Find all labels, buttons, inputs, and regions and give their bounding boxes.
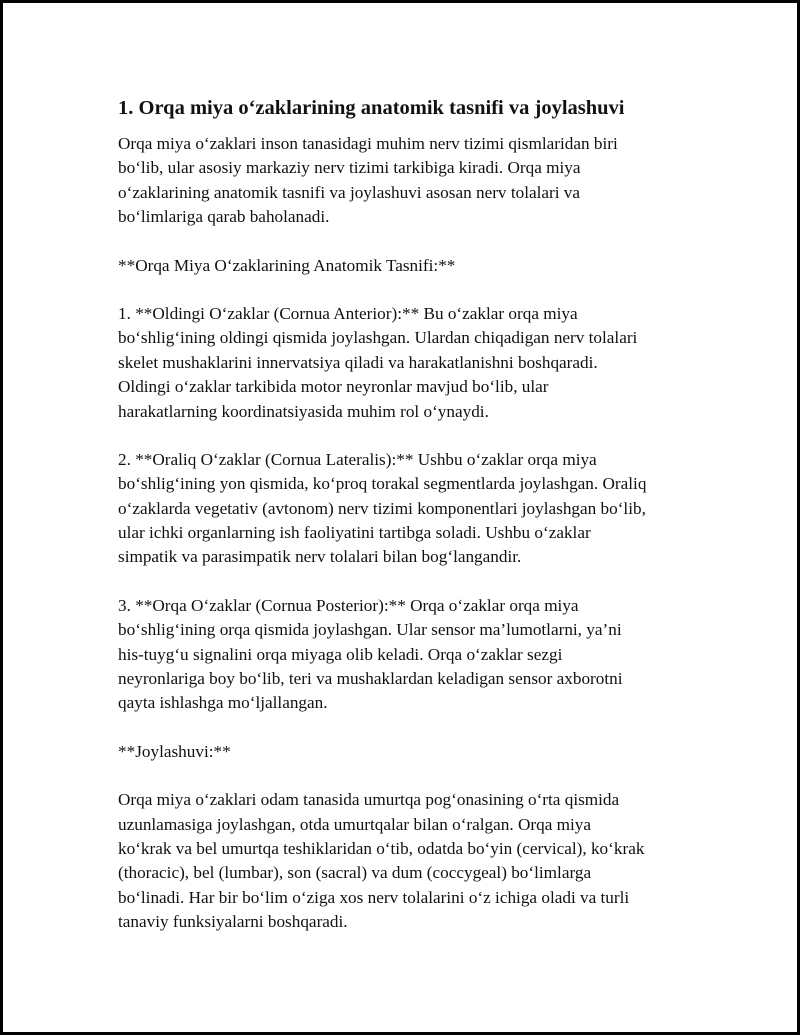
text-line: simpatik va parasimpatik nerv tolalari bilan bog‘langandir.: [118, 547, 522, 567]
text-line: 2. **Oraliq O‘zaklar (Cornua Lateralis):** Ushbu o‘zaklar orqa miya: [118, 449, 597, 469]
text-line: Orqa miya o‘zaklari odam tanasida umurtqa pog‘onasining o‘rta qismida: [118, 790, 620, 810]
text-line: skelet mushaklarini innervatsiya qiladi va harakatlanishni boshqaradi.: [118, 352, 598, 372]
document-title: 1. Orqa miya o‘zaklarining anatomik tasnifi va joylashuvi: [118, 97, 625, 119]
text-line: his-tuyg‘u signalini orqa miyaga olib keladi. Orqa o‘zaklar sezgi: [118, 644, 563, 664]
text-line: Oldingi o‘zaklar tarkibida motor neyronlar mavjud bo‘lib, ular: [118, 377, 549, 397]
text-line: bo‘shlig‘ining oldingi qismida joylashgan. Ulardan chiqadigan nerv tolalari: [118, 328, 638, 348]
text-line: **Orqa Miya O‘zaklarining Anatomik Tasnifi:**: [118, 255, 456, 275]
text-line: bo‘limlariga qarab baholanadi.: [118, 207, 330, 227]
paragraph: [118, 254, 697, 278]
text-line: uzunlamasiga joylashgan, otda umurtqalar bilan o‘ralgan. Orqa miya: [118, 814, 591, 834]
text-line: **Joylashuvi:**: [118, 741, 231, 761]
paragraph: [118, 594, 697, 716]
text-line: bo‘lib, ular asosiy markaziy nerv tizimi tarkibiga kiradi. Orqa miya: [118, 158, 581, 178]
text-line: o‘zaklarda vegetativ (avtonom) nerv tizimi komponentlari joylashgan bo‘lib,: [118, 498, 646, 518]
paragraph: [118, 132, 697, 230]
text-line: bo‘shlig‘ining orqa qismida joylashgan. Ular sensor ma’lumotlarni, ya’ni: [118, 620, 622, 640]
text-line: harakatlarning koordinatsiyasida muhim rol o‘ynaydi.: [118, 401, 489, 421]
text-line: (thoracic), bel (lumbar), son (sacral) va dum (coccygeal) bo‘limlarga: [118, 863, 592, 883]
text-line: 1. **Oldingi O‘zaklar (Cornua Anterior):** Bu o‘zaklar orqa miya: [118, 303, 578, 323]
text-line: Orqa miya o‘zaklari inson tanasidagi muhim nerv tizimi qismlaridan biri: [118, 134, 618, 153]
text-line: 3. **Orqa O‘zaklar (Cornua Posterior):** Orqa o‘zaklar orqa miya: [118, 595, 579, 615]
paragraph: [118, 740, 697, 764]
paragraph: [118, 302, 697, 424]
document-body: [118, 132, 697, 935]
paragraph: [118, 788, 697, 934]
text-line: bo‘linadi. Har bir bo‘lim o‘ziga xos nerv tolalarini o‘z ichiga oladi va turli: [118, 887, 630, 907]
text-line: o‘zaklarining anatomik tasnifi va joylashuvi asosan nerv tolalari va: [118, 182, 581, 202]
text-line: bo‘shlig‘ining yon qismida, ko‘proq torakal segmentlarda joylashgan. Oraliq: [118, 474, 647, 494]
text-line: ular ichki organlarning ish faoliyatini tartibga soladi. Ushbu o‘zaklar: [118, 523, 591, 543]
text-line: neyronlariga boy bo‘lib, teri va mushaklardan keladigan sensor axborotni: [118, 669, 623, 689]
text-line: qayta ishlashga mo‘ljallangan.: [118, 693, 328, 713]
text-line: ko‘krak va bel umurtqa teshiklaridan o‘tib, odatda bo‘yin (cervical), ko‘krak: [118, 838, 645, 858]
text-line: tanaviy funksiyalarni boshqaradi.: [118, 912, 348, 932]
paragraph: [118, 448, 697, 570]
